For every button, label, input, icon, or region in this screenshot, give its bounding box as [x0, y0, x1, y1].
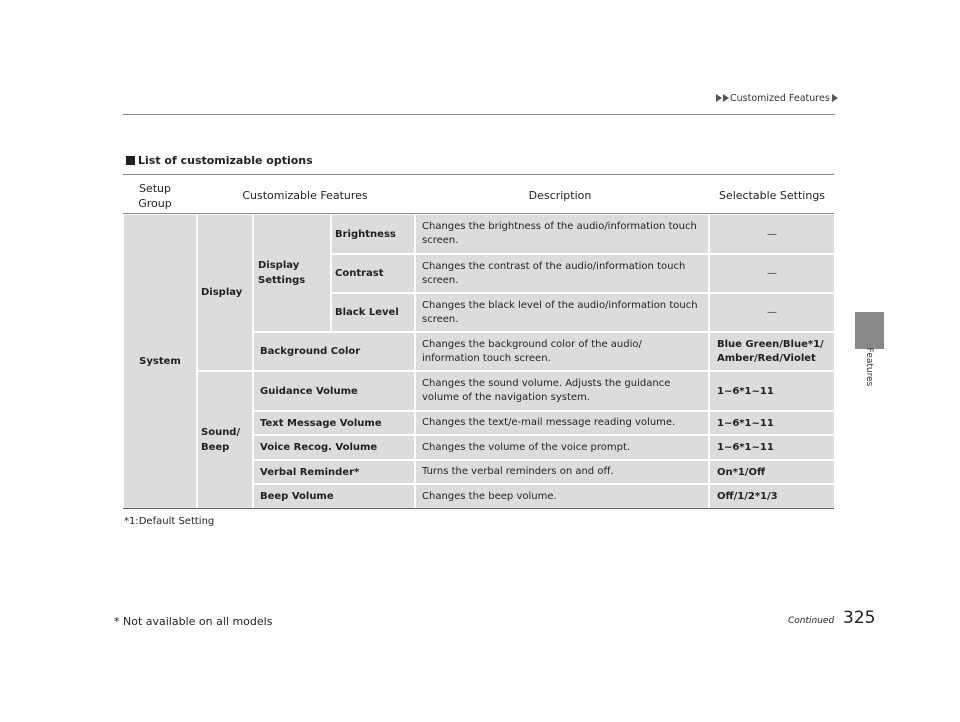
table-row-description — [416, 255, 708, 292]
table-bottom-rule — [123, 508, 834, 509]
header-description: Description — [528, 189, 592, 202]
section-title: List of customizable options — [126, 154, 313, 167]
table-row-setting — [710, 294, 834, 331]
header-selectable-settings: Selectable Settings — [718, 189, 826, 202]
setting-value: — — [767, 228, 777, 240]
table-row-feature — [254, 333, 414, 370]
subgroup-display-cell — [198, 215, 252, 370]
setting-value: Off/1/2*1/3 — [717, 491, 778, 502]
table-row-feature — [254, 461, 414, 483]
table-row-description — [416, 215, 708, 253]
table-row-setting — [710, 333, 834, 370]
description-text: Turns the verbal reminders on and off. — [422, 466, 614, 477]
table-row-feature — [254, 372, 414, 410]
header-setup-group: Setup Group — [138, 182, 172, 210]
feature-label: Text Message Volume — [260, 417, 382, 429]
table-row-setting — [710, 255, 834, 292]
feature-label: Beep Volume — [260, 491, 334, 502]
table-row-setting — [710, 461, 834, 483]
feature-label: Contrast — [335, 268, 384, 279]
table-row-setting — [710, 372, 834, 410]
setting-value: — — [767, 268, 777, 279]
description-text: Changes the black level of the audio/information touch screen. — [422, 299, 698, 325]
subgroup-sound-beep-cell — [198, 372, 252, 508]
table-row-feature — [332, 255, 414, 292]
setting-value: 1~6*1~11 — [717, 417, 774, 429]
table-row-description — [416, 372, 708, 410]
table-row-setting — [710, 215, 834, 253]
table-row-feature — [332, 294, 414, 331]
table-header-rule-top — [123, 174, 834, 175]
description-text: Changes the text/e-mail message reading volume. — [422, 417, 676, 428]
subgroup-display-label: Display — [201, 287, 243, 298]
footnote: *1:Default Setting — [124, 516, 215, 527]
table-row-feature — [254, 436, 414, 459]
table-row-setting — [710, 436, 834, 459]
subgroup-sound-beep-label: Sound/ Beep — [201, 427, 241, 453]
table-row-description — [416, 436, 708, 459]
feature-label: Background Color — [260, 346, 361, 357]
feature-label: Black Level — [335, 307, 399, 318]
triangle-right-icon — [716, 94, 722, 102]
description-text: Changes the beep volume. — [422, 490, 557, 502]
continued-label: Continued — [788, 616, 835, 626]
feature-label: Verbal Reminder* — [260, 466, 360, 478]
table-header-rule-bottom — [123, 213, 834, 214]
chapter-tab-label: Features — [864, 347, 874, 387]
table-row-description — [416, 461, 708, 483]
square-bullet-icon — [126, 156, 135, 165]
table-row-feature — [254, 412, 414, 434]
description-text: Changes the contrast of the audio/information touch screen. — [422, 260, 686, 286]
not-available-note: * Not available on all models — [114, 615, 273, 628]
table-row-feature — [254, 485, 414, 508]
triangle-right-icon — [723, 94, 729, 102]
table-row-setting — [710, 412, 834, 434]
table-row-description — [416, 412, 708, 434]
table-row-feature — [332, 215, 414, 253]
setting-value: 1~6*1~11 — [717, 442, 774, 453]
table-row-description — [416, 485, 708, 508]
setting-value: — — [767, 307, 777, 318]
feature-label: Guidance Volume — [260, 385, 358, 397]
triangle-right-icon — [832, 94, 838, 102]
header-customizable-features: Customizable Features — [242, 189, 368, 202]
breadcrumb-label: Customized Features — [730, 93, 830, 104]
display-settings-cell — [254, 215, 330, 331]
description-text: Changes the brightness of the audio/information touch screen. — [422, 221, 697, 246]
table-row-setting — [710, 485, 834, 508]
group-system-label: System — [139, 356, 181, 367]
header-rule — [123, 114, 835, 115]
table-row-description — [416, 333, 708, 370]
display-settings-label: Display Settings — [258, 260, 306, 286]
feature-label: Voice Recog. Volume — [260, 442, 378, 453]
feature-label: Brightness — [335, 228, 396, 240]
description-text: Changes the sound volume. Adjusts the guidance volume of the navigation system. — [422, 378, 671, 403]
setting-value: Blue Green/Blue*1/ Amber/Red/Violet — [717, 338, 824, 364]
description-text: Changes the volume of the voice prompt. — [422, 441, 631, 453]
table-row-description — [416, 294, 708, 331]
page-number: 325 — [843, 608, 876, 628]
setting-value: On*1/Off — [717, 466, 766, 478]
setting-value: 1~6*1~11 — [717, 385, 774, 397]
breadcrumb — [716, 93, 834, 104]
description-text: Changes the background color of the audio/ information touch screen. — [422, 338, 642, 364]
group-system-cell — [124, 215, 196, 508]
